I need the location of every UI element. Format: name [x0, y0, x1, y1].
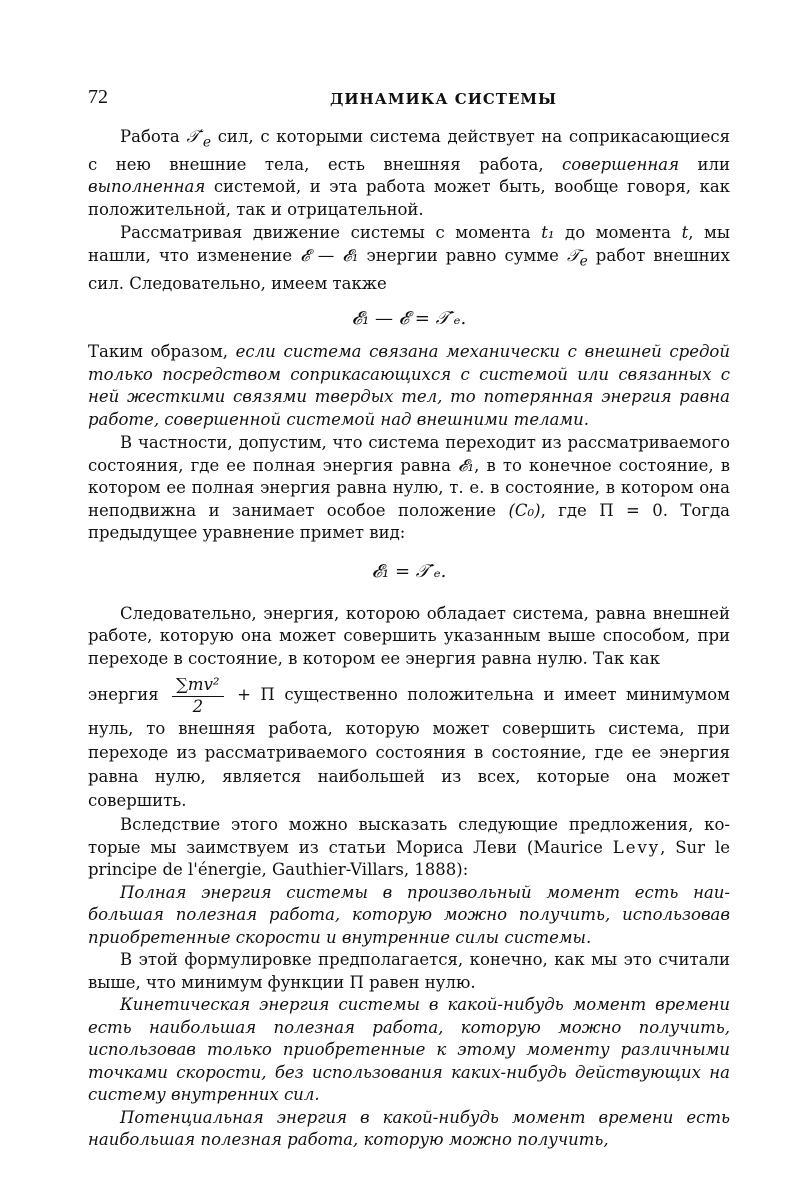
running-title: ДИНАМИКА СИСТЕМЫ — [330, 90, 558, 108]
symbol-t-e-prime: 𝒯′ — [186, 127, 203, 146]
paragraph-levy-reference: Вследствие этого можно высказать следующие предложения, которые мы заимствуем из статьи Мориса Леви (Maurice Levy, Sur le principe de l'énergie, Gauthier-Villars, 1888): — [88, 815, 730, 880]
equation-energy-work: 𝓔₁ — 𝓔 = 𝒯′ₑ. — [351, 308, 467, 330]
paragraph-motion: Рассматривая движение системы с момента t₁ до момента t, мы нашли, что изменение 𝓔 — 𝓔₁ энергии равно сумме 𝒯$_e$ работ внешних сил. Следовательно, имеем также — [88, 223, 731, 293]
proposition-total-energy: Полная энергия системы в произвольный момент есть наибольшая полезная работа, которую можно получить, использовав приобретенные скорости и внутренние силы системы. — [88, 882, 730, 947]
fraction-kinetic-energy: $\frac{\text{∑mv²}}{2}$ — [172, 674, 223, 717]
paragraph-consequence: Следовательно, энергия, которою обладает система, равна внешней работе, которую она может совершить указанным выше способом, при переходе в состояние, в котором ее энергия равна нулю. Так как — [88, 603, 730, 668]
proposition-kinetic-energy: Кинетическая энергия системы в какой-нибудь момент времени есть наибольшая полезная работа, которую можно получить, использовав только приобретенные к этому моменту различными точками скорости, без использования каких-нибудь действующих на систему внутренних сил. — [88, 995, 730, 1105]
paragraph-formulation-note: В этой формулировке предполагается, конечно, как мы это считали выше, что минимум функции Π равен нулю. — [88, 950, 730, 992]
paragraph-conclusion: Таким образом, если система связана механически с внешней средой только посредством соприкасающихся с системой или связанных с ней жесткими связями твердых тел, то потерянная энергия равна работе, совершенной системой над внешними телами. — [88, 342, 730, 429]
symbol-t: t — [681, 223, 689, 243]
paragraph-particular-case: В частности, допустим, что система переходит из рассматриваемого состояния, где ее полная энергия равна 𝓔₁, в то конечное состояние, в котором ее полная энергия равна нулю, т. е. в состояние, в котором она неподвижна и занимает особое положение (C₀), где Π = 0. Тогда предыдущее уравнение примет вид: — [88, 433, 731, 543]
paragraph-energy-fraction: энергия $\frac{\text{∑mv²}}{2}$ + Π существенно положительна и имеет минимумом нуль, то внешняя работа, которую может совершить система, при переходе из рассматриваемого состояния в состояние, где ее энергия равна нулю, является наибольшей из всех, которые она может совершить. — [88, 675, 731, 811]
page-number: 72 — [88, 86, 108, 108]
proposition-potential-energy: Потенциальная энергия в какой-нибудь момент времени есть наибольшая полезная работа, которую можно получить, — [88, 1107, 730, 1150]
equation-final: 𝓔₁ = 𝒯′ₑ. — [371, 560, 447, 582]
page-body — [88, 126, 730, 1152]
paragraph-work: Работа $𝒯'_e$ сил, с которыми система действует на соприкасающиеся с нею внешние тела, есть внешняя работа, совершенная или выполненная системой, и эта работа может быть, вообще говоря, как положительной, так и отрицательной. — [88, 127, 730, 219]
symbol-t1: t₁ — [541, 223, 555, 243]
